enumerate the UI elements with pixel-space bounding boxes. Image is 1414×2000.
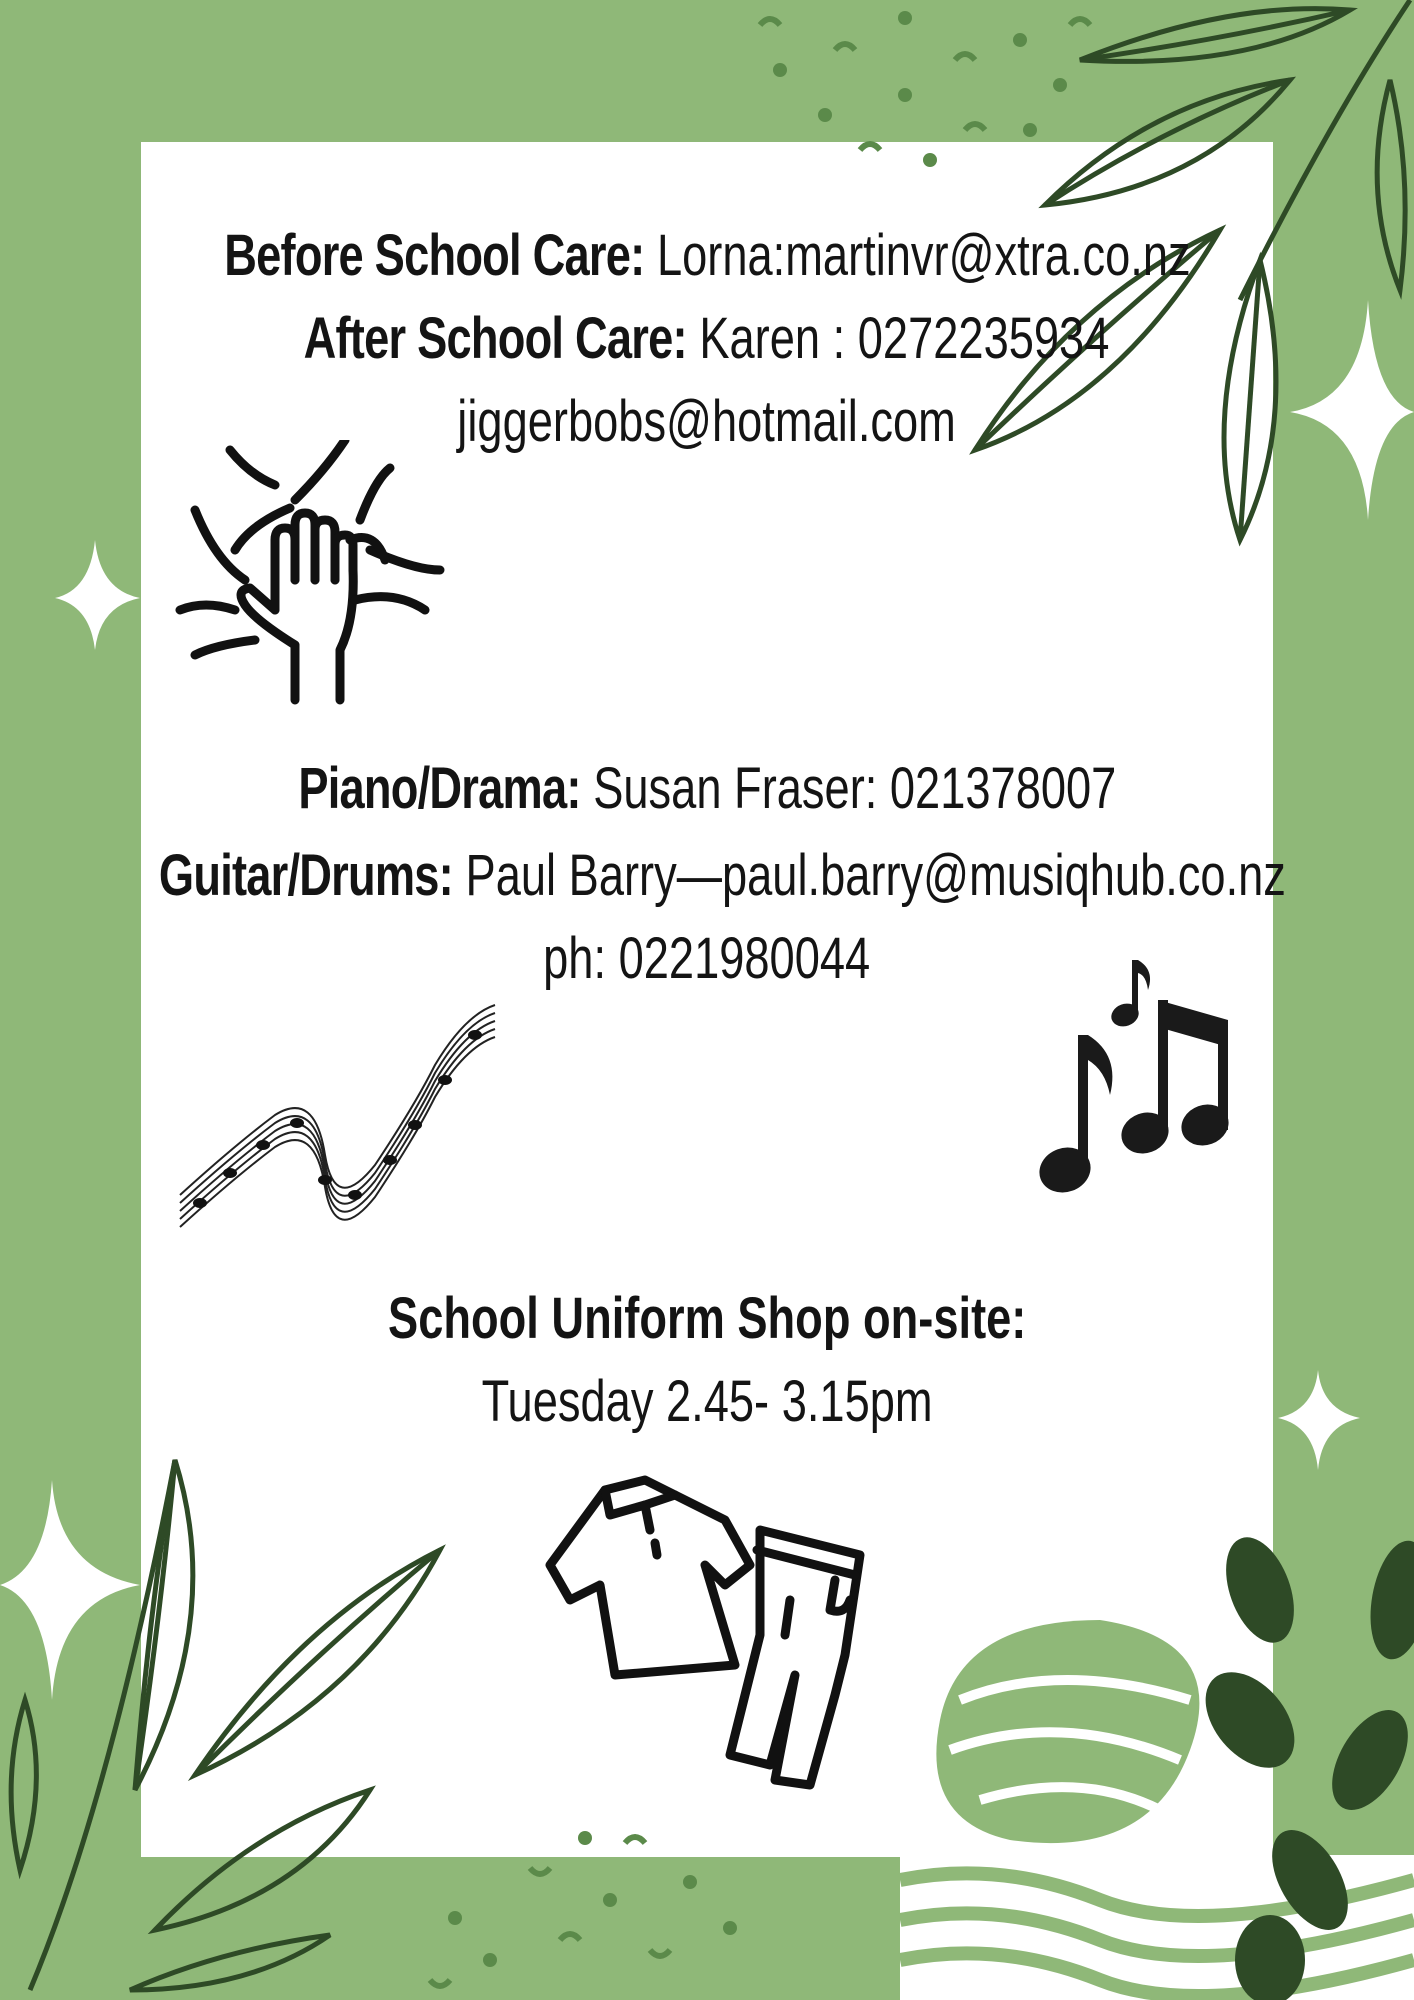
guitar-drums-label: Guitar/Drums:: [158, 843, 453, 908]
after-school-email: jiggerbobs@hotmail.com: [457, 389, 957, 454]
eucalyptus-icon: [1188, 1528, 1414, 2000]
uniform-hours-line: [0, 1368, 1414, 1435]
school-uniform-icon: [545, 1475, 870, 1800]
guitar-phone: ph: 0221980044: [543, 926, 871, 991]
before-school-contact: Lorna:martinvr@xtra.co.nz: [656, 223, 1191, 288]
music-staff-icon: [175, 995, 505, 1235]
after-school-label: After School Care:: [304, 306, 688, 371]
guitar-drums-contact: Paul Barry—paul.barry@musiqhub.co.nz: [465, 843, 1286, 908]
uniform-title-line: [0, 1285, 1414, 1352]
leaf-icon-left: [11, 1460, 440, 1990]
piano-drama-line: [0, 755, 1414, 822]
hands-together-icon: [175, 440, 445, 710]
music-notes-icon: [1030, 955, 1245, 1200]
piano-drama-label: Piano/Drama:: [297, 756, 581, 821]
after-school-contact: Karen : 0272235934: [699, 306, 1110, 371]
before-school-label: Before School Care:: [223, 223, 644, 288]
after-school-line: [0, 305, 1414, 372]
uniform-hours: Tuesday 2.45- 3.15pm: [481, 1369, 933, 1434]
before-school-line: [0, 222, 1414, 289]
piano-drama-contact: Susan Fraser: 021378007: [592, 756, 1116, 821]
guitar-drums-line: [0, 842, 1414, 909]
uniform-title: School Uniform Shop on-site:: [387, 1286, 1027, 1351]
